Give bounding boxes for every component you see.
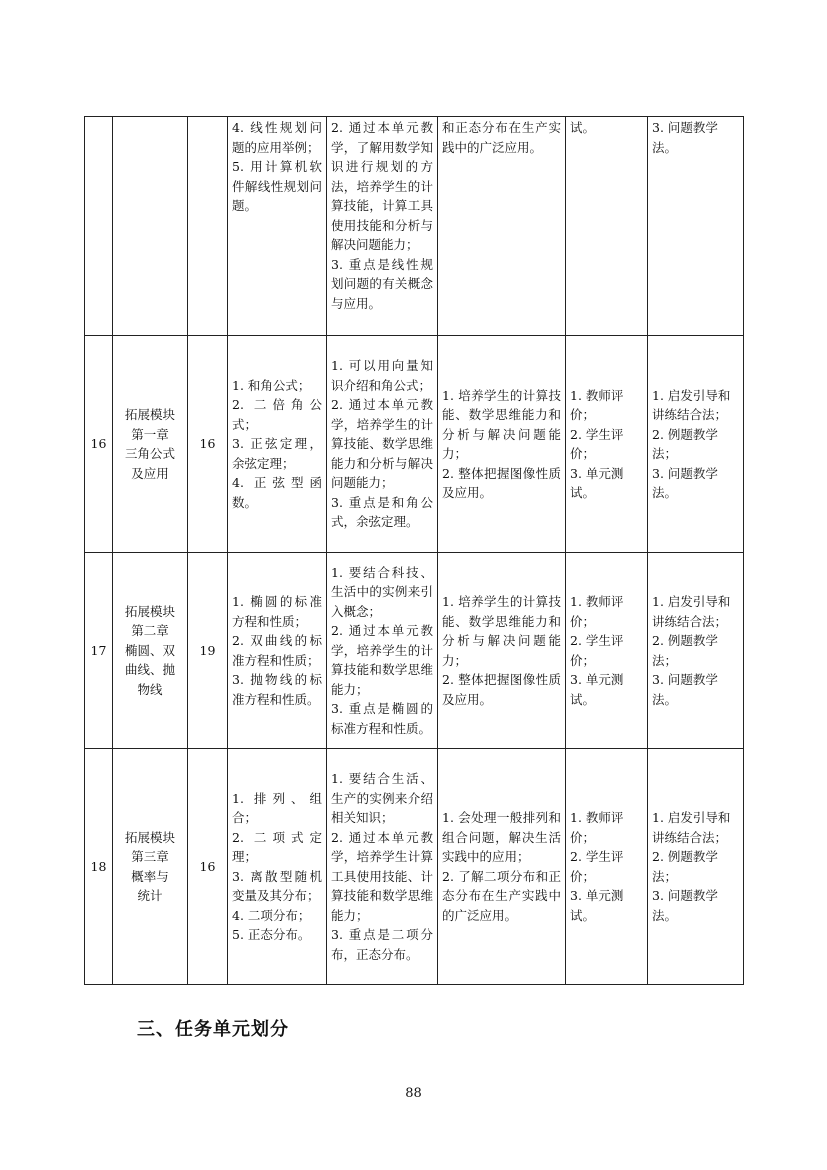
table-row [85,553,744,749]
assessment: 1. 教师评价； 2. 学生评价； 3. 单元测试。 [566,553,648,749]
assessment: 1. 教师评价； 2. 学生评价； 3. 单元测试。 [566,336,648,553]
hours: 19 [188,553,228,749]
hours [188,117,228,336]
requirements: 2. 通过本单元教学，了解用数学知识进行规划的方法，培养学生的计算技能，计算工具使用技能和分析与解决问题能力； 3. 重点是线性规划问题的有关概念与应用。 [327,117,438,336]
content: 1. 椭圆的标准方程和性质； 2. 双曲线的标准方程和性质； 3. 抛物线的标准方程和性质。 [228,553,327,749]
requirements: 1. 可以用向量知识介绍和角公式； 2. 通过本单元教学，培养学生的计算技能、数学思维能力和分析与解决问题能力； 3. 重点是和角公式，余弦定理。 [327,336,438,553]
table-row [85,336,744,553]
module-name: 拓展模块 第三章 概率与 统计 [113,749,188,985]
page-number: 88 [405,1086,422,1101]
goals: 1. 培养学生的计算技能、数学思维能力和分析与解决问题能力； 2. 整体把握图像性质及应用。 [438,336,566,553]
methods: 3. 问题教学法。 [648,117,744,336]
content: 1. 和角公式； 2. 二倍角公式； 3. 正弦定理，余弦定理； 4. 正弦型函数。 [228,336,327,553]
methods: 1. 启发引导和讲练结合法； 2. 例题教学法； 3. 问题教学法。 [648,749,744,985]
methods: 1. 启发引导和讲练结合法； 2. 例题教学法； 3. 问题教学法。 [648,336,744,553]
table-row [85,117,744,336]
content: 1. 排列、组合； 2. 二项式定理； 3. 离散型随机变量及其分布； 4. 二项分布； 5. 正态分布。 [228,749,327,985]
section-heading: 三、任务单元划分 [137,1019,289,1040]
hours: 16 [188,749,228,985]
requirements: 1. 要结合科技、生活中的实例来引入概念； 2. 通过本单元教学，培养学生的计算技能和数学思维能力； 3. 重点是椭圆的标准方程和性质。 [327,553,438,749]
table-row [85,749,744,985]
requirements: 1. 要结合生活、生产的实例来介绍相关知识； 2. 通过本单元教学，培养学生计算工具使用技能、计算技能和数学思维能力； 3. 重点是二项分布，正态分布。 [327,749,438,985]
goals: 1. 培养学生的计算技能、数学思维能力和分析与解决问题能力； 2. 整体把握图像性质及应用。 [438,553,566,749]
module-name: 拓展模块 第一章 三角公式 及应用 [113,336,188,553]
goals: 1. 会处理一般排列和组合问题，解决生活实践中的应用； 2. 了解二项分布和正态分布在生产实践中的广泛应用。 [438,749,566,985]
goals: 和正态分布在生产实践中的广泛应用。 [438,117,566,336]
row-number [85,117,113,336]
methods: 1. 启发引导和讲练结合法； 2. 例题教学法； 3. 问题教学法。 [648,553,744,749]
assessment: 1. 教师评价； 2. 学生评价； 3. 单元测试。 [566,749,648,985]
row-number: 18 [85,749,113,985]
module-name [113,117,188,336]
module-name: 拓展模块 第二章 椭圆、双 曲线、抛 物线 [113,553,188,749]
course-table [84,116,744,985]
row-number: 16 [85,336,113,553]
hours: 16 [188,336,228,553]
assessment: 试。 [566,117,648,336]
row-number: 17 [85,553,113,749]
content: 4. 线性规划问题的应用举例； 5. 用计算机软件解线性规划问题。 [228,117,327,336]
